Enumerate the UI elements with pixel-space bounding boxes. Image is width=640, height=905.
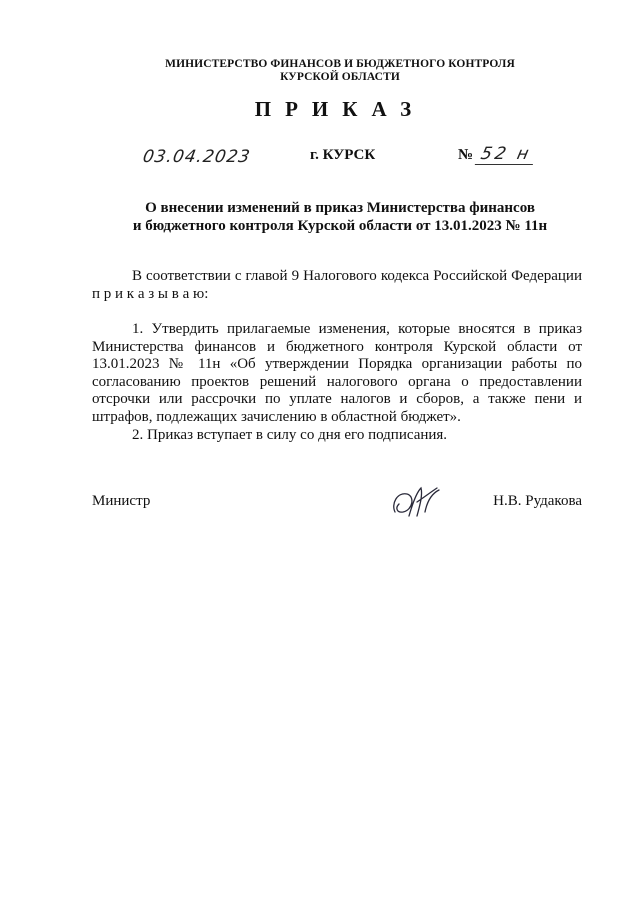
number-sign: № — [458, 147, 474, 163]
number-value: 52 н — [475, 144, 538, 165]
signature-block — [92, 490, 582, 530]
signer-role: Министр — [92, 493, 151, 509]
paragraph-item-1: 1. Утвердить прилагаемые изменения, которые вносятся в приказ Министерства финансов и бюджетного контроля Курской области от 13.01.2023 № 11н «Об утверждении Порядка организации работы по согласованию проектов решений налогового органа о предоставлении отсрочки или рассрочки по уплате налогов и сборов, а также пени и штрафов, подлежащих зачислению в областной бюджет». — [92, 321, 582, 425]
paragraph-item-2: 2. Приказ вступает в силу со дня его подписания. — [132, 427, 448, 443]
document-title: ПРИКАЗ — [254, 97, 426, 121]
document-subject — [0, 199, 640, 235]
ministry-name-line1: МИНИСТЕРСТВО ФИНАНСОВ И БЮДЖЕТНОГО КОНТРОЛЯ — [165, 58, 515, 70]
ministry-header — [0, 58, 640, 84]
subject-line1: О внесении изменений в приказ Министерства финансов — [145, 200, 535, 216]
document-city: г. КУРСК — [310, 147, 376, 163]
handwritten-signature — [387, 482, 447, 522]
ministry-name-line2: КУРСКОЙ ОБЛАСТИ — [280, 71, 400, 83]
subject-line2: и бюджетного контроля Курской области от 13.01.2023 № 11н — [132, 218, 548, 234]
document-number — [458, 144, 535, 165]
signer-name: Н.В. Рудакова — [493, 493, 582, 509]
document-date: 03.04.2023 — [141, 147, 253, 167]
paragraph-preamble: В соответствии с главой 9 Налогового кодекса Российской Федерации п р и к а з ы в а ю: — [92, 268, 582, 302]
